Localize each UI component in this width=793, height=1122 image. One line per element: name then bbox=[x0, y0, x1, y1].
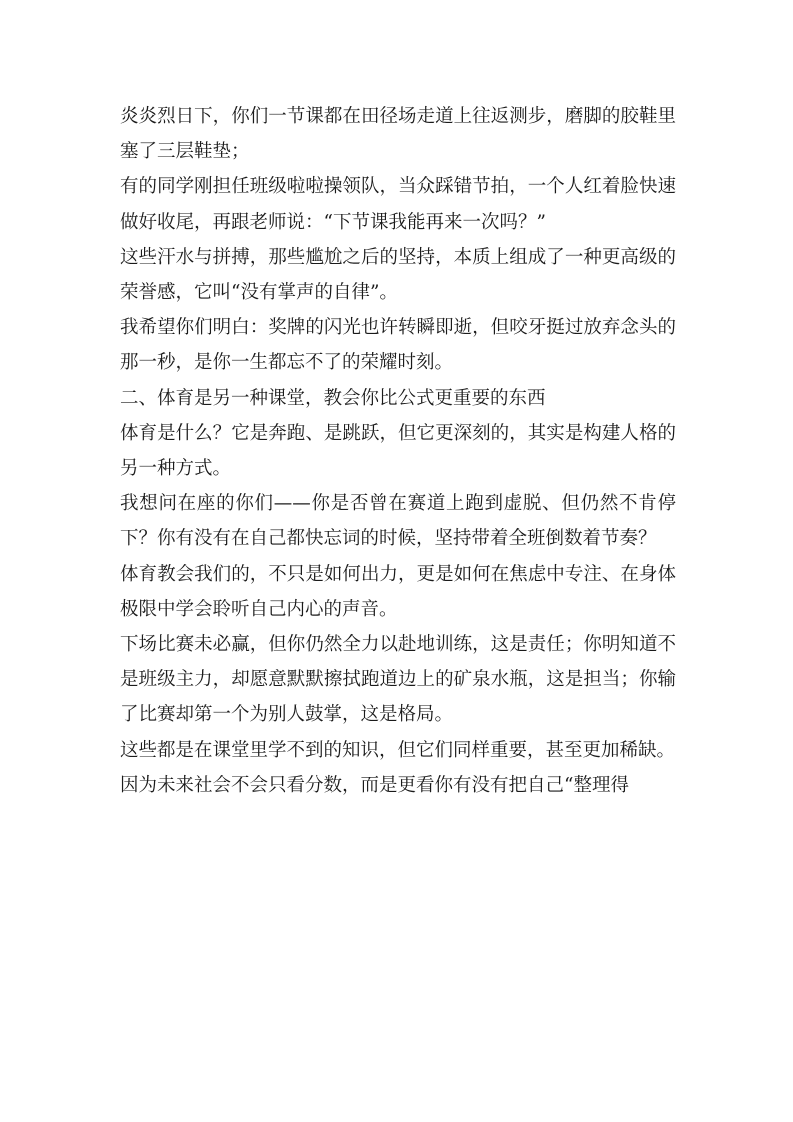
paragraph: 炎炎烈日下，你们一节课都在田径场走道上往返测步，磨脚的胶鞋里塞了三层鞋垫； bbox=[120, 106, 676, 163]
section-heading: 二、体育是另一种课堂，教会你比公式更重要的东西 bbox=[120, 387, 546, 409]
paragraph: 下场比赛未必赢，但你仍然全力以赴地训练，这是责任；你明知道不是班级主力，却愿意默默擦拭跑道边上的矿泉水瓶，这是担当；你输了比赛却第一个为别人鼓掌，这是格局。 bbox=[120, 634, 676, 726]
paragraph: 这些汗水与拼搏，那些尴尬之后的坚持，本质上组成了一种更高级的荣誉感，它叫“没有掌声的自律”。 bbox=[120, 246, 676, 304]
document-body bbox=[120, 99, 676, 803]
paragraph: 我想问在座的你们——你是否曾在赛道上跑到虚脱、但仍然不肯停下？你有没有在自己都快忘词的时候，坚持带着全班倒数着节奏？ bbox=[120, 493, 676, 550]
paragraph: 我希望你们明白：奖牌的闪光也许转瞬即逝，但咬牙挺过放弃念头的那一秒，是你一生都忘不了的荣耀时刻。 bbox=[120, 317, 676, 374]
paragraph: 这些都是在课堂里学不到的知识，但它们同样重要，甚至更加稀缺。 bbox=[120, 739, 676, 761]
paragraph: 体育是什么？它是奔跑、是跳跃，但它更深刻的，其实是构建人格的另一种方式。 bbox=[120, 422, 676, 480]
paragraph: 有的同学刚担任班级啦啦操领队，当众踩错节拍，一个人红着脸快速做好收尾，再跟老师说：“下节课我能再来一次吗？” bbox=[120, 176, 676, 233]
paragraph: 体育教会我们的，不只是如何出力，更是如何在焦虑中专注、在身体极限中学会聆听自己内心的声音。 bbox=[120, 563, 676, 620]
paragraph: 因为未来社会不会只看分数，而是更看你有没有把自己“整理得 bbox=[120, 774, 629, 796]
